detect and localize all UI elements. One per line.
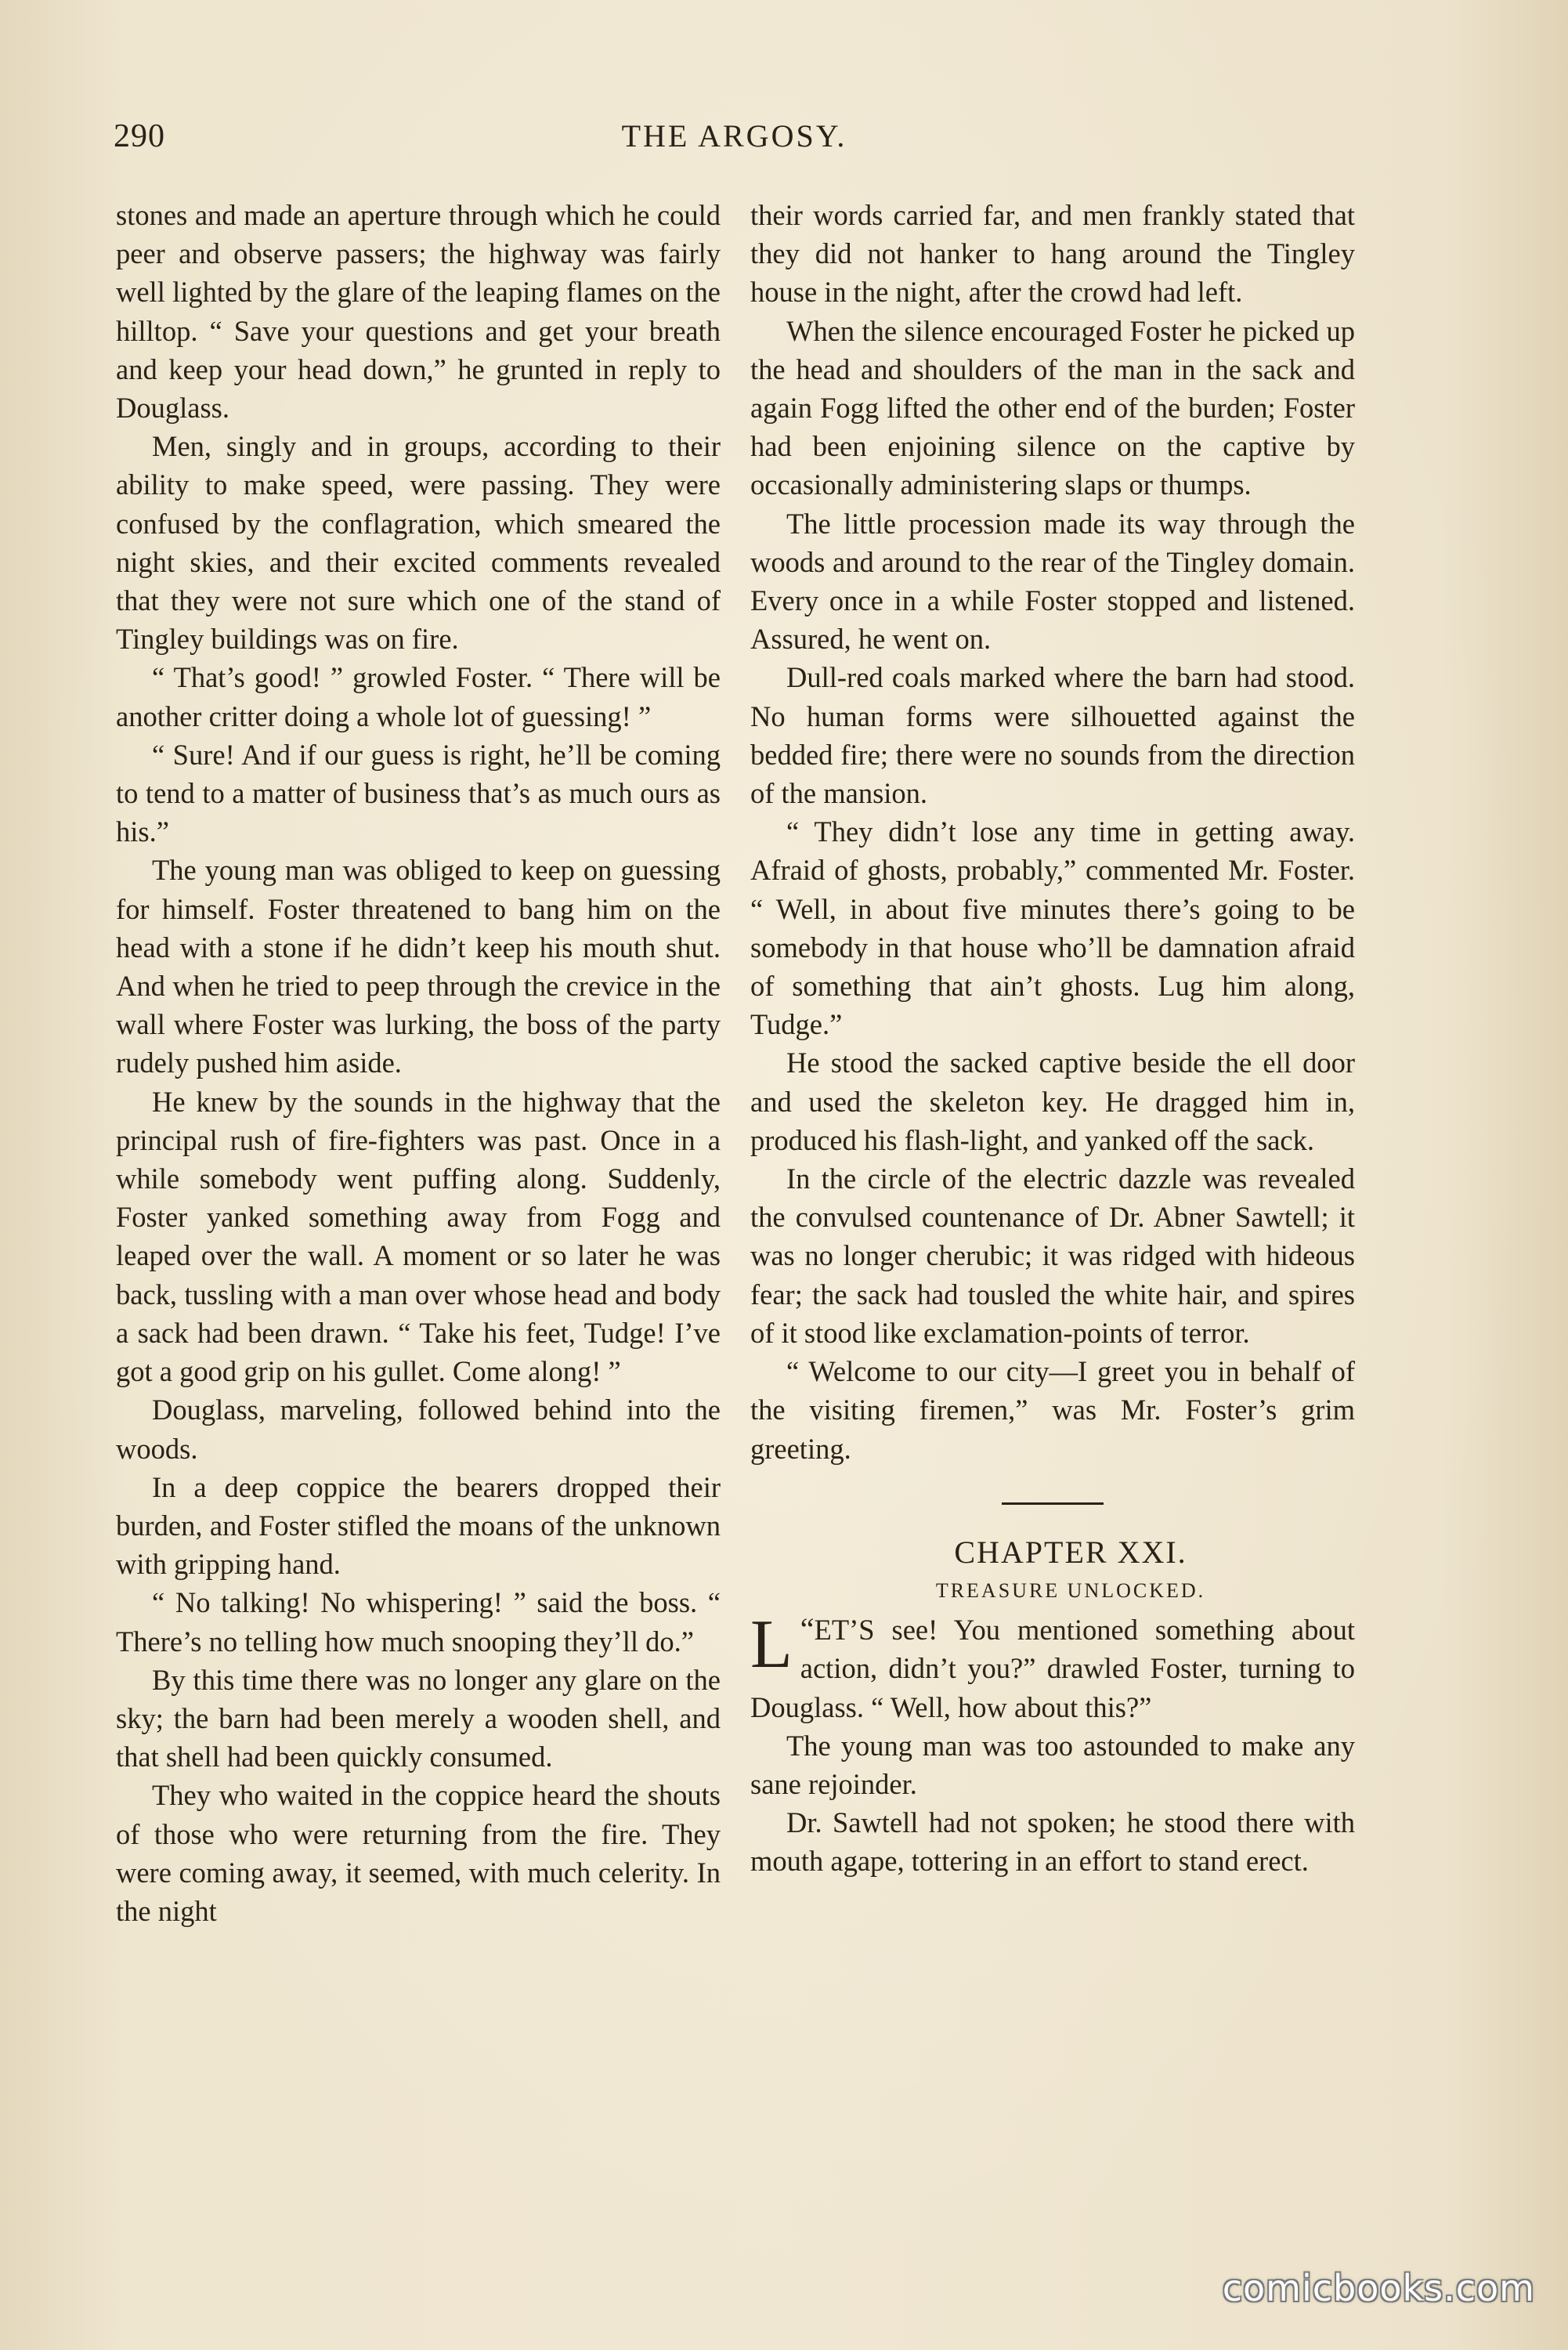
section-divider [1002,1502,1104,1505]
paragraph: When the silence encouraged Foster he picked up the head and shoulders of the man in the sack and again Fogg lifted the other end of the burden; Foster had been enjoining silence on the captive by occasionally administering slaps or thumps. [750,314,1355,501]
paragraph: The young man was too astounded to make any sane rejoinder. [750,1729,1355,1800]
chapter-subtitle: TREASURE UNLOCKED. [935,1578,1206,1602]
paragraph: “ Sure! And if our guess is right, he’ll be coming to tend to a matter of business that’s as much ours as his.” [116,738,721,848]
paragraph: stones and made an aperture through which he could peer and observe passers; the highway was fairly well lighted by the glare of the leaping flames on the hilltop. “ Save your questions and get your breath and keep your head down,” he grunted in reply to Douglass. [116,199,721,425]
paragraph: He stood the sacked captive beside the ell door and used the skeleton key. He dragged him in, produced his flash-light, and yanked off the sack. [750,1047,1355,1156]
paragraph: Dull-red coals marked where the barn had stood. No human forms were silhouetted against the bedded fire; there were no sounds from the direction of the mansion. [750,661,1355,810]
paragraph: The young man was obliged to keep on guessing for himself. Foster threatened to bang him on the head with a stone if he didn’t keep his mouth shut. And when he tried to peep through the crevice in the wall where Foster was lurking, the boss of the party rudely pushed him aside. [116,854,721,1079]
paragraph: their words carried far, and men frankly stated that they did not hanker to hang around the Tingley house in the night, after the crowd had left. [750,199,1355,309]
opening-text: ET’S see! You mentioned something about action, didn’t you?” drawled Foster, turning to Douglass. “ Well, how about this?” [750,1614,1355,1723]
running-title: THE ARGOSY. [621,118,847,154]
paragraph: The little procession made its way through the woods and around to the rear of the Tingley domain. Every once in a while Foster stopped and listened. Assured, he went on. [750,507,1355,656]
right-column [750,196,1355,1881]
paragraph: In the circle of the electric dazzle was revealed the convulsed countenance of Dr. Abner Sawtell; it was no longer cherubic; it was ridged with hideous fear; the sack had tousled the white hair, and spires of it stood like exclamation-points of terror. [750,1162,1355,1349]
paragraph: They who waited in the coppice heard the shouts of those who were returning from the fire. They were coming away, it seemed, with much celerity. In the night [116,1779,721,1927]
paragraph: “ They didn’t lose any time in getting away. Afraid of ghosts, probably,” commented Mr. Foster. “ Well, in about five minutes there’s going to be somebody in that house who’ll be damnation afraid of something that ain’t ghosts. Lug him along, Tudge.” [750,815,1355,1041]
watermark-logo: comicbooks.com [1222,2267,1535,2309]
paragraph: Men, singly and in groups, according to their ability to make speed, were passing. They were confused by the conflagration, which smeared the night skies, and their excited comments revealed that they were not sure which one of the stand of Tingley buildings was on fire. [116,430,721,656]
chapter-opening-paragraph [750,1607,1355,1726]
paragraph: “ No talking! No whispering! ” said the boss. “ There’s no telling how much snooping they’ll do.” [116,1586,721,1658]
drop-cap: L [750,1607,793,1683]
paragraph: In a deep coppice the bearers dropped their burden, and Foster stifled the moans of the unknown with gripping hand. [116,1470,721,1581]
paragraph: “ That’s good! ” growled Foster. “ There will be another critter doing a whole lot of guessing! ” [116,661,721,732]
paragraph: Dr. Sawtell had not spoken; he stood there with mouth agape, tottering in an effort to stand erect. [750,1806,1355,1878]
page-number: 290 [114,118,165,154]
paragraph: Douglass, marveling, followed behind into the woods. [116,1394,721,1465]
paragraph: “ Welcome to our city—I greet you in behalf of the visiting firemen,” was Mr. Foster’s grim greeting. [750,1355,1355,1465]
chapter-title: CHAPTER XXI. [954,1534,1187,1570]
left-column [116,196,721,1930]
page-header [114,118,1355,164]
paragraph: By this time there was no longer any glare on the sky; the barn had been merely a wooden shell, and that shell had been quickly consumed. [116,1663,721,1773]
paragraph: He knew by the sounds in the highway that the principal rush of fire-fighters was past. Once in a while somebody went puffing along. Suddenly, Foster yanked something away from Fogg and leaped over the wall. A moment or so later he was back, tussling with a man over whose head and body a sack had been drawn. “ Take his feet, Tudge! I’ve got a good grip on his gullet. Come along! ” [116,1085,721,1388]
opening-quote: “ [800,1611,815,1647]
